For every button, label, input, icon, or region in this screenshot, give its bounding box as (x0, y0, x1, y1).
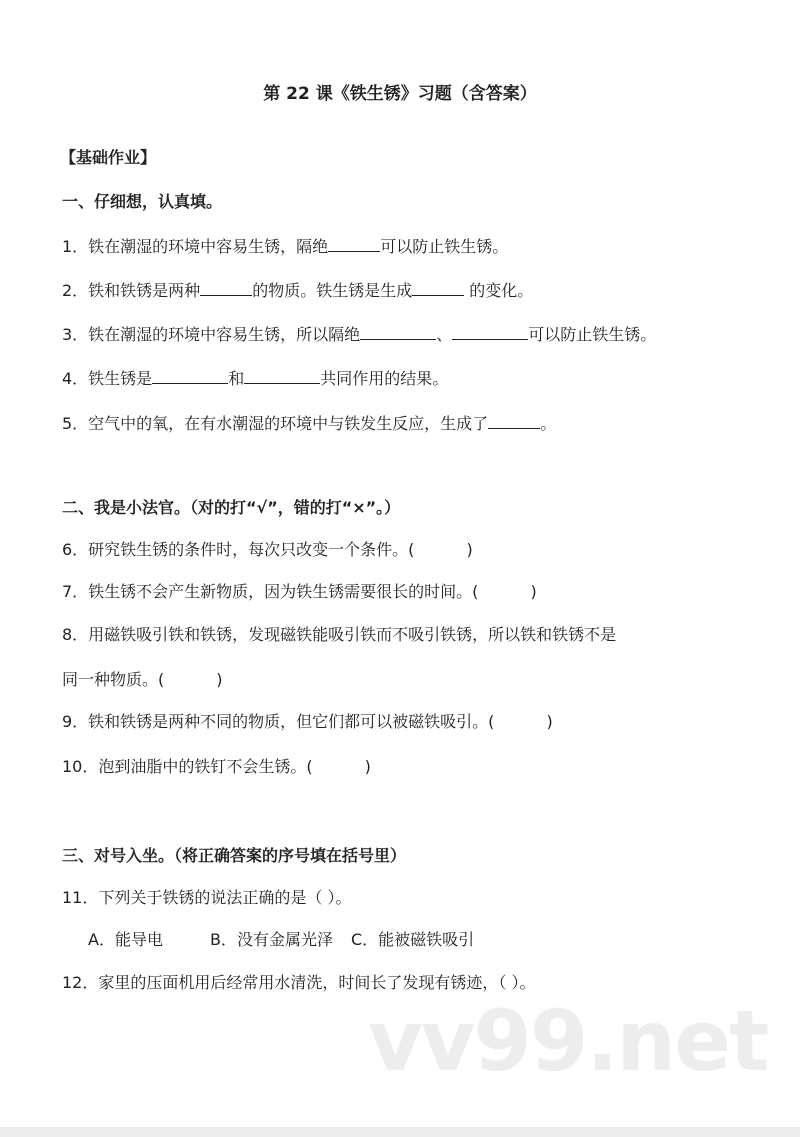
question-text: 3．铁在潮湿的环境中容易生锈，所以隔绝 (62, 325, 361, 344)
section1-heading: 一、仔细想，认真填。 (62, 192, 223, 211)
question-text: ) (530, 582, 537, 601)
question-9 (62, 712, 553, 732)
question-7 (62, 582, 537, 602)
question-4 (62, 367, 448, 389)
question-5 (62, 412, 556, 434)
question-text: 。 (540, 414, 557, 433)
question-text: 2．铁和铁锈是两种 (62, 281, 201, 300)
question-11: 11．下列关于铁锈的说法正确的是（ ）。 (62, 888, 352, 907)
answer-blank[interactable] (452, 323, 528, 340)
question-text: 共同作用的结果。 (320, 369, 449, 388)
question-text: 同一种物质。( (62, 670, 165, 689)
question-text: 的变化。 (464, 281, 534, 300)
question-text: 的物质。铁生锈是生成 (252, 281, 413, 300)
question-text: 可以防止铁生锈。 (528, 325, 657, 344)
page-title: 第 22 课《铁生锈》习题（含答案） (263, 84, 537, 104)
question-text: 1．铁在潮湿的环境中容易生锈，隔绝 (62, 237, 329, 256)
question-11-options (88, 930, 474, 950)
page-bottom-edge (0, 1127, 800, 1137)
question-8: 8．用磁铁吸引铁和铁锈，发现磁铁能吸引铁而不吸引铁锈，所以铁和铁锈不是 (62, 625, 617, 644)
question-1 (62, 235, 508, 257)
section3-heading: 三、对号入坐。（将正确答案的序号填在括号里） (62, 846, 407, 865)
question-text: 可以防止铁生锈。 (380, 237, 509, 256)
watermark: vv99.net (368, 992, 768, 1090)
question-text: 10．泡到油脂中的铁钉不会生锈。( (62, 757, 313, 776)
question-6 (62, 540, 473, 560)
question-text: 和 (228, 369, 245, 388)
question-3 (62, 323, 656, 345)
question-text: ) (216, 670, 223, 689)
question-text: 7．铁生锈不会产生新物质，因为铁生锈需要很长的时间。( (62, 582, 479, 601)
question-text: 5．空气中的氧，在有水潮湿的环境中与铁发生反应，生成了 (62, 414, 489, 433)
question-text: 4．铁生锈是 (62, 369, 153, 388)
answer-blank[interactable] (244, 367, 320, 384)
question-text: ) (364, 757, 371, 776)
answer-blank[interactable] (488, 412, 540, 429)
answer-blank[interactable] (328, 235, 380, 252)
basic-heading: 【基础作业】 (60, 148, 157, 167)
section2-heading: 二、我是小法官。（对的打“√”，错的打“×”。） (62, 498, 401, 517)
answer-blank[interactable] (152, 367, 228, 384)
answer-blank[interactable] (200, 279, 252, 296)
question-2 (62, 279, 533, 301)
question-text: ) (466, 540, 473, 559)
option-b[interactable]: B．没有金属光泽 (210, 930, 333, 949)
answer-blank[interactable] (360, 323, 436, 340)
question-8-cont (62, 670, 223, 690)
question-text: 6．研究铁生锈的条件时，每次只改变一个条件。( (62, 540, 415, 559)
question-10 (62, 757, 371, 777)
option-c[interactable]: C．能被磁铁吸引 (351, 930, 475, 949)
question-text: 、 (436, 325, 453, 344)
question-text: ) (546, 712, 553, 731)
question-12: 12．家里的压面机用后经常用水清洗，时间长了发现有锈迹，（ ）。 (62, 973, 536, 992)
option-a[interactable]: A．能导电 (88, 930, 163, 949)
question-text: 9．铁和铁锈是两种不同的物质，但它们都可以被磁铁吸引。( (62, 712, 495, 731)
answer-blank[interactable] (412, 279, 464, 296)
